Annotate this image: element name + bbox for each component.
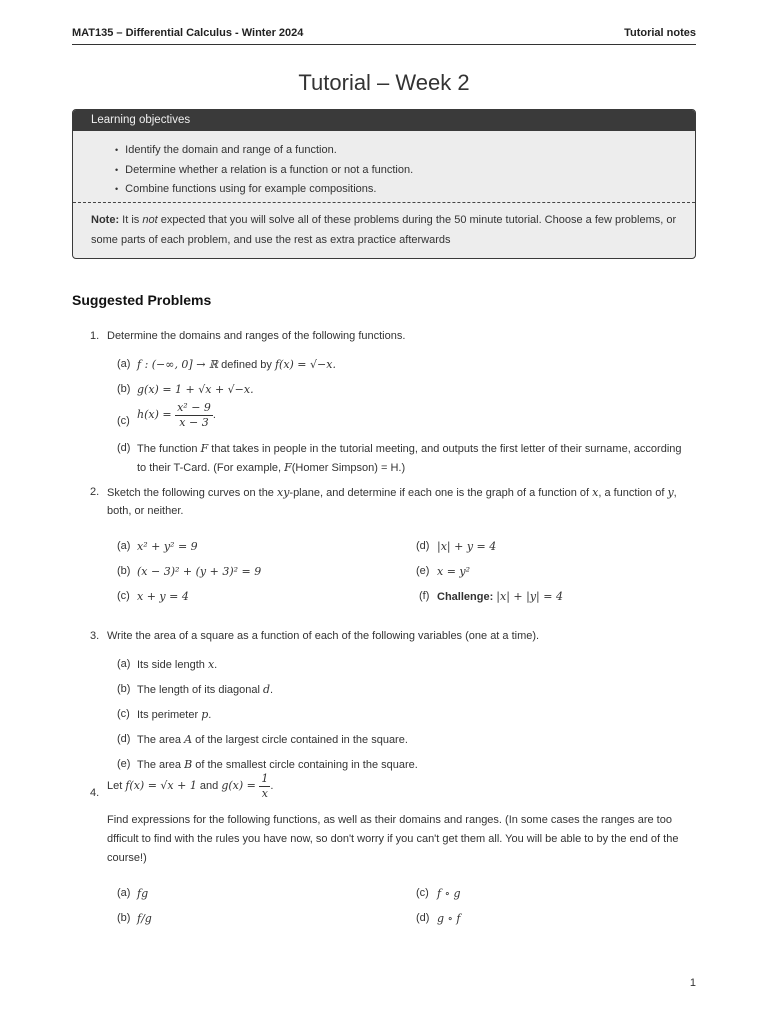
p3-b-content [137,682,273,698]
text: of the smallest circle containing in the square. [192,759,418,771]
math: F [200,442,209,455]
p2-b-label: (b) [117,565,131,577]
p1-c-content [137,400,216,430]
problem-4-para-line1: Find expressions for the following functions, as well as their domains and ranges. (In some cases the ranges are too [107,814,672,826]
objectives-box [72,109,696,259]
math: xy [276,486,290,499]
text: . [214,659,218,671]
math: g(x) = 1 + √x + √−x. [137,383,254,396]
numerator: x² − 9 [177,400,211,414]
p4-c-label: (c) [416,887,429,899]
p4-a-expression: fg [137,887,149,900]
math: x [592,486,599,499]
problem-4-para-line2: dfficult to find with the rules you have now, so don't worry if you can't get them all. You will be able to by the end of the [107,833,679,845]
p1-d-label: (d) [117,442,131,454]
header-rule [72,44,696,45]
problem-4-statement [107,771,273,801]
problem-4-number: 4. [90,787,100,799]
math: d [262,683,271,696]
problem-1-text: Determine the domains and ranges of the following functions. [107,330,406,342]
page-title: Tutorial – Week 2 [298,70,470,95]
text: that takes in people in the tutorial meeting, and outputs the first letter of their surname, according [208,443,682,455]
p1-b-label: (b) [117,383,131,395]
text: Its side length [137,659,208,671]
p1-d-line1 [137,441,682,457]
math: g(x) = [221,779,260,792]
text: (Homer Simpson) = H.) [291,462,406,474]
math: f(x) = √−x. [274,358,336,371]
note-post: expected that you will solve all of these problems during the 50 minute tutorial. Choose a few problems, or some parts of each problem, and use the rest as extra practice afterwards [91,214,677,246]
p3-c-label: (c) [117,708,130,720]
objectives-heading: Learning objectives [73,110,695,131]
p2-a-equation: x² + y² = 9 [137,540,198,553]
p4-d-expression: g ∘ f [437,912,461,925]
math: F [284,461,292,474]
text: Sketch the following curves on the [107,487,277,499]
text: , a function of [598,487,668,499]
text: -plane, and determine if each one is the graph of a function of [289,487,593,499]
fraction [175,401,213,430]
math: f : (−∞, 0] → ℝ [137,358,219,371]
math: f(x) = √x + 1 [125,779,197,792]
math: |x| + |y| = 4 [496,590,563,603]
objectives-list [115,141,413,200]
p3-d-label: (d) [117,733,131,745]
text: Its perimeter [137,709,202,721]
p2-e-equation: x = y² [437,565,471,578]
p4-d-label: (d) [416,912,430,924]
p2-a-label: (a) [117,540,131,552]
text: of the largest circle contained in the square. [192,734,408,746]
note-emphasis: not [142,214,158,226]
math: A [184,733,193,746]
running-header [72,27,696,39]
course-title: MAT135 – Differential Calculus - Winter 2024 [72,27,304,39]
math: h(x) = [137,408,176,421]
p1-a-content [137,357,336,373]
text: , [673,487,677,499]
p2-c-equation: x + y = 4 [137,590,189,603]
denominator: x [261,786,268,800]
p1-d-line2 [137,460,405,476]
p2-d-label: (d) [416,540,430,552]
problem-2-line2: both, or neither. [107,505,184,517]
header-right: Tutorial notes [624,27,696,39]
p4-b-label: (b) [117,912,131,924]
text: . [212,409,216,421]
problem-2-line1 [107,485,677,501]
text: and [196,780,222,792]
p3-d-content [137,732,408,748]
problem-3-text: Write the area of a square as a function of each of the following variables (one at a time). [107,630,540,642]
p3-c-content [137,707,211,723]
text: . [270,684,274,696]
fraction [259,772,270,801]
math: x [207,658,215,671]
text: The area [137,759,185,771]
p2-c-label: (c) [117,590,130,602]
text: defined by [218,359,275,371]
text: Let [107,780,126,792]
text: The area [137,734,185,746]
note-label: Note: [91,214,120,226]
text: The length of its diagonal [137,684,263,696]
p1-b-content [137,382,254,398]
problem-1-number: 1. [90,330,100,342]
denominator: x − 3 [179,415,209,429]
list-item: • Identify the domain and range of a function. [115,141,413,161]
text: . [270,780,274,792]
list-item: • Determine whether a relation is a function or not a function. [115,161,413,181]
p3-b-label: (b) [117,683,131,695]
math: B [184,758,193,771]
p2-f-content [437,589,563,605]
text: The function [137,443,201,455]
challenge-label: Challenge: [437,591,494,603]
p2-f-label: (f) [419,590,430,602]
p3-e-label: (e) [117,758,131,770]
p4-b-expression: f/g [137,912,152,925]
note-text [91,210,685,250]
math: p [201,708,209,721]
note-pre: It is [119,214,143,226]
p1-c-label: (c) [117,415,130,427]
p4-c-expression: f ∘ g [437,887,461,900]
p3-a-content [137,657,217,673]
p4-a-label: (a) [117,887,131,899]
p3-a-label: (a) [117,658,131,670]
math: y [667,486,674,499]
p2-b-equation: (x − 3)² + (y + 3)² = 9 [137,565,262,578]
p2-e-label: (e) [416,565,430,577]
problem-3-number: 3. [90,630,100,642]
dashed-divider [73,202,695,203]
list-item: • Combine functions using for example compositions. [115,180,413,200]
p2-d-equation: |x| + y = 4 [437,540,497,553]
section-title: Suggested Problems [72,292,212,308]
numerator: 1 [261,771,269,785]
text: . [208,709,212,721]
text: to their T-Card. (For example, [137,462,285,474]
page-number: 1 [689,977,696,989]
problem-2-number: 2. [90,486,100,498]
p1-a-label: (a) [117,358,131,370]
problem-4-para-line3: course!) [107,852,147,864]
